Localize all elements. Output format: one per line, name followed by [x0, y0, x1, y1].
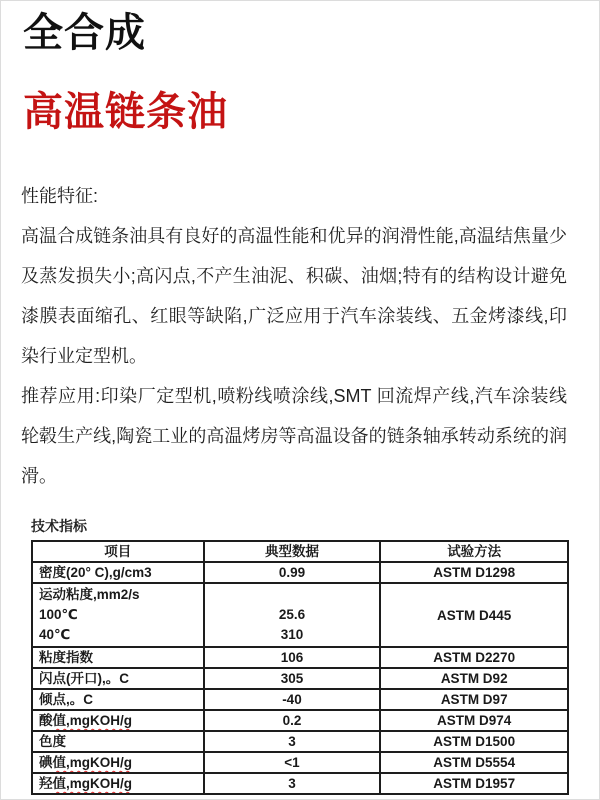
- spec-row: [32, 583, 568, 647]
- performance-heading: 性能特征:: [21, 186, 99, 206]
- spec-test-method: ASTM D92: [380, 668, 568, 689]
- spec-test-method: ASTM D97: [380, 689, 568, 710]
- spec-header-item: 项目: [32, 541, 204, 562]
- spec-test-method: ASTM D974: [380, 710, 568, 731]
- spec-row: [32, 689, 568, 710]
- spec-row: [32, 668, 568, 689]
- spec-row: [32, 731, 568, 752]
- spec-typical-value: 0.2: [204, 710, 381, 731]
- spec-header-method: 试验方法: [380, 541, 568, 562]
- spec-header-typical: 典型数据: [204, 541, 381, 562]
- spec-row: [32, 773, 568, 794]
- spec-item-label: 羟值,mgKOH/g: [32, 773, 204, 794]
- spec-item-label: 运动粘度,mm2/s 100℃ 40℃: [32, 583, 204, 647]
- spec-typical-value: 106: [204, 647, 381, 668]
- spec-item-label: 碘值,mgKOH/g: [32, 752, 204, 773]
- spec-item-label: 色度: [32, 731, 204, 752]
- spec-typical-value: 0.99: [204, 562, 381, 583]
- spec-row: [32, 647, 568, 668]
- spec-section-title: 技术指标: [31, 518, 87, 534]
- spec-typical-value: 305: [204, 668, 381, 689]
- spec-test-method: ASTM D5554: [380, 752, 568, 773]
- spec-typical-value: <1: [204, 752, 381, 773]
- spec-typical-value: 3: [204, 773, 381, 794]
- spec-test-method: ASTM D445: [380, 583, 568, 647]
- spec-row: [32, 710, 568, 731]
- spec-test-method: ASTM D2270: [380, 647, 568, 668]
- spec-table: [31, 540, 569, 795]
- spec-item-label: 酸值,mgKOH/g: [32, 710, 204, 731]
- spec-typical-value: 3: [204, 731, 381, 752]
- spec-test-method: ASTM D1298: [380, 562, 568, 583]
- spec-row: [32, 562, 568, 583]
- spec-test-method: ASTM D1500: [380, 731, 568, 752]
- spec-row: [32, 752, 568, 773]
- spec-item-label: 粘度指数: [32, 647, 204, 668]
- spec-item-label: 密度(20° C),g/cm3: [32, 562, 204, 583]
- product-category-title: 全合成: [23, 11, 146, 55]
- spec-item-label: 闪点(开口),。C: [32, 668, 204, 689]
- spec-item-label: 倾点,。C: [32, 689, 204, 710]
- applications-paragraph: 推荐应用:印染厂定型机,喷粉线喷涂线,SMT 回流焊产线,汽车涂装线轮毂生产线,陶瓷工业的高温烤房等高温设备的链条轴承转动系统的润滑。: [21, 386, 567, 486]
- product-name-title: 高温链条油: [23, 90, 228, 134]
- spec-typical-value: 25.6 310: [204, 583, 381, 647]
- spec-test-method: ASTM D1957: [380, 773, 568, 794]
- performance-paragraph: 高温合成链条油具有良好的高温性能和优异的润滑性能,高温结焦量少及蒸发损失小;高闪点,不产生油泥、积碳、油烟;特有的结构设计避免漆膜表面缩孔、红眼等缺陷,广泛应用于汽车涂装线、五金烤漆线,印染行业定型机。: [21, 226, 567, 366]
- spec-table-header-row: [32, 541, 568, 562]
- spec-table-body: [32, 562, 568, 794]
- spec-typical-value: -40: [204, 689, 381, 710]
